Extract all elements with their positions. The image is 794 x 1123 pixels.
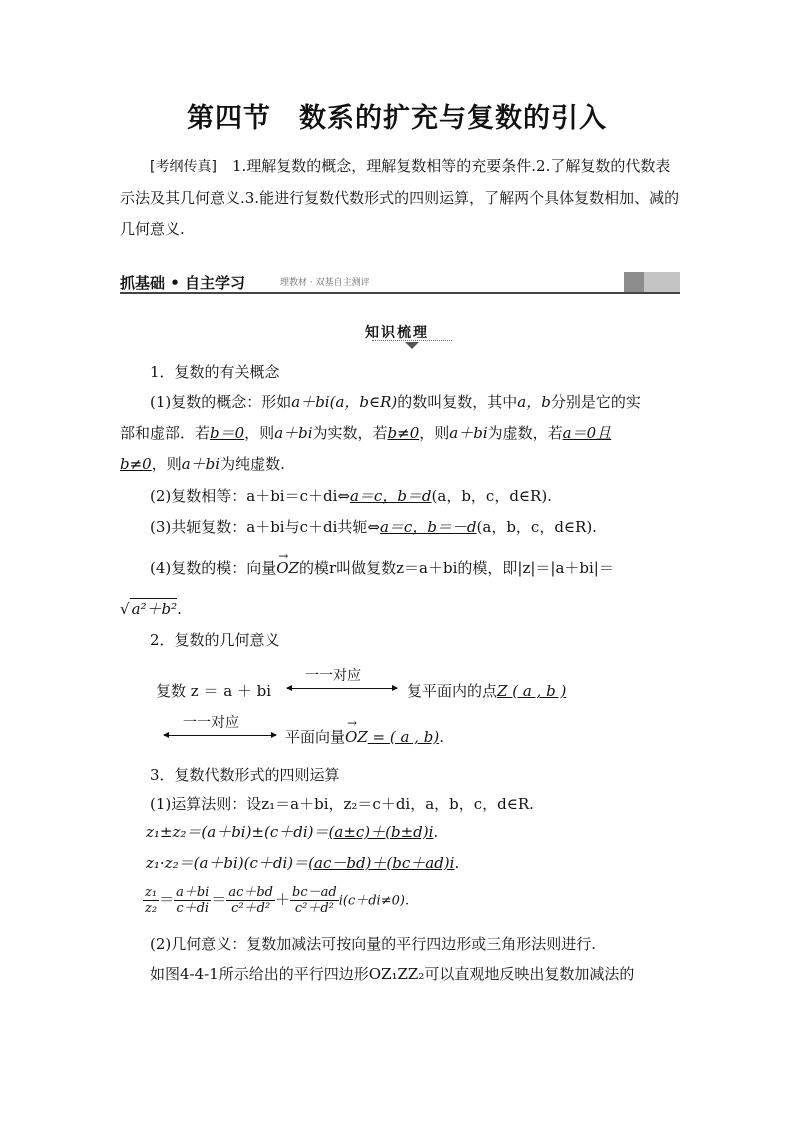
plus-sign: ＋ <box>275 890 291 909</box>
banner-decoration-dark <box>624 272 644 292</box>
knowledge-title: 知识梳理 <box>365 325 429 341</box>
answer-blank: b≠0 <box>120 455 152 473</box>
syllabus-tag: [考纲传真] <box>150 159 217 175</box>
double-arrow-icon <box>164 735 276 736</box>
equality-text: (2)复数相等：a＋bi＝c＋di⇔ <box>150 487 350 505</box>
conjugate-text: (a，b，c，d∈R). <box>476 518 597 536</box>
concept-text: ，则 <box>419 424 450 442</box>
answer-blank: a＝c，b＝－d <box>379 518 477 536</box>
complex-form: a＋bi <box>181 455 221 473</box>
geometric-meaning: (2)几何意义：复数加减法可按向量的平行四边形或三角形法则进行. <box>150 935 597 953</box>
modulus-radicand: a²＋b² <box>131 600 178 618</box>
concept-text: 为虚数，若 <box>487 424 563 442</box>
concept-vars: a，b <box>517 393 551 411</box>
fraction-denominator: c²＋d² <box>231 901 271 916</box>
syllabus-intro <box>120 151 680 245</box>
correspondence-label-2: 一一对应 <box>183 715 239 731</box>
modulus-text: 的模r叫做复数z＝a＋bi的模，即|z|＝|a＋bi|＝ <box>298 559 614 577</box>
vector-text: 平面向量 <box>285 728 346 746</box>
answer-blank: b＝0 <box>210 424 245 442</box>
multiplication-formula <box>146 853 459 873</box>
concept-text: 为纯虚数. <box>220 455 285 473</box>
section-2-heading: 2．复数的几何意义 <box>150 631 280 649</box>
vector-oz: → OZ <box>345 728 368 746</box>
knowledge-title-underline <box>372 340 452 341</box>
point-value: Z ( a , b ) <box>497 682 567 700</box>
operation-rule: (1)运算法则：设z₁＝a＋bi，z₂＝c＋di，a，b，c，d∈R. <box>150 795 534 813</box>
conjugate-text: (3)共轭复数：a＋bi与c＋di共轭⇔ <box>150 518 380 536</box>
answer-blank: a＝0且 <box>562 424 612 442</box>
concept-text: ，则 <box>151 455 182 473</box>
fraction-imag-part <box>290 885 339 916</box>
fraction-denominator: c²＋d² <box>294 901 334 916</box>
modulus-text: (4)复数的模：向量 <box>150 559 277 577</box>
complex-number-label: 复数 z ＝ a ＋ bi <box>156 682 272 700</box>
addition-formula <box>146 822 438 842</box>
modulus-value-line <box>120 598 182 619</box>
point-text: 复平面内的点 <box>407 682 498 700</box>
vector-end: . <box>439 728 444 746</box>
down-triangle-icon <box>405 342 419 349</box>
double-arrow-icon <box>287 688 397 689</box>
section-3-heading: 3．复数代数形式的四则运算 <box>150 766 340 784</box>
fraction-numerator: z₁ <box>145 885 158 900</box>
fraction-z1-z2 <box>143 885 159 916</box>
division-condition: i(c＋di≠0). <box>338 893 410 909</box>
complex-form: a＋bi(a，b∈R) <box>291 393 398 411</box>
figure-reference: 如图4-4-1所示给出的平行四边形OZ₁ZZ₂可以直观地反映出复数加减法的 <box>150 965 635 983</box>
vector-oz: → OZ <box>276 558 299 578</box>
multiplication-end: . <box>454 854 460 872</box>
equals-sign: ＝ <box>159 890 175 909</box>
equals-sign: ＝ <box>211 890 227 909</box>
concept-text: 为实数，若 <box>312 424 388 442</box>
concept-line-1 <box>150 392 641 412</box>
fraction-real-part <box>226 885 275 916</box>
page-title: 第四节 数系的扩充与复数的引入 <box>187 103 607 134</box>
concept-text: (1)复数的概念：形如 <box>150 393 292 411</box>
concept-line-3 <box>120 454 285 474</box>
modulus-line <box>150 558 614 578</box>
complex-form: a＋bi <box>449 424 488 442</box>
fraction-denominator: z₂ <box>145 901 158 916</box>
complex-form: a＋bi <box>274 424 313 442</box>
concept-text: 的数叫复数，其中 <box>397 393 518 411</box>
vector-value-underlined <box>345 728 439 746</box>
concept-text: 部和虚部．若 <box>120 424 211 442</box>
banner-subtitle: 理教材 · 双基自主测评 <box>280 278 370 288</box>
answer-blank: a＝c，b＝d <box>349 487 432 505</box>
banner-title: 抓基础 • 自主学习 <box>120 274 246 292</box>
addition-end: . <box>433 823 439 841</box>
concept-text: 分别是它的实 <box>550 393 641 411</box>
answer-blank: (a±c)＋(b±d)i <box>328 823 434 841</box>
section-banner <box>120 272 680 294</box>
addition-text: z₁±z₂＝(a＋bi)±(c＋di)＝ <box>146 823 329 841</box>
concept-line-2 <box>120 423 611 443</box>
point-label <box>407 680 566 701</box>
fraction-denominator: c＋di <box>176 901 210 916</box>
fraction-ratio <box>174 885 211 916</box>
fraction-numerator: ac＋bd <box>228 885 274 900</box>
equality-text: (a，b，c，d∈R). <box>431 487 552 505</box>
correspondence-label-1: 一一对应 <box>305 668 361 684</box>
answer-blank: b≠0 <box>387 424 420 442</box>
syllabus-text: 1.理解复数的概念，理解复数相等的充要条件.2.了解复数的代数表示法及其几何意义.3.能进行复数代数形式的四则运算，了解两个具体复数相加、减的几何意义. <box>120 157 680 238</box>
fraction-numerator: a＋bi <box>176 885 210 900</box>
modulus-end: . <box>177 600 182 618</box>
vector-coords: = ( a , b) <box>367 728 440 746</box>
equality-line <box>150 486 552 506</box>
banner-decoration-light <box>644 272 680 292</box>
sqrt-icon: √ <box>120 600 130 618</box>
section-1-heading: 1．复数的有关概念 <box>150 363 280 381</box>
conjugate-line <box>150 517 597 537</box>
concept-text: ，则 <box>244 424 275 442</box>
vector-label <box>285 726 444 747</box>
multiplication-text: z₁·z₂＝(a＋bi)(c＋di)＝ <box>146 854 309 872</box>
answer-blank: (ac－bd)＋(bc＋ad)i <box>308 854 455 872</box>
fraction-numerator: bc－ad <box>292 885 337 900</box>
division-formula <box>143 885 409 916</box>
